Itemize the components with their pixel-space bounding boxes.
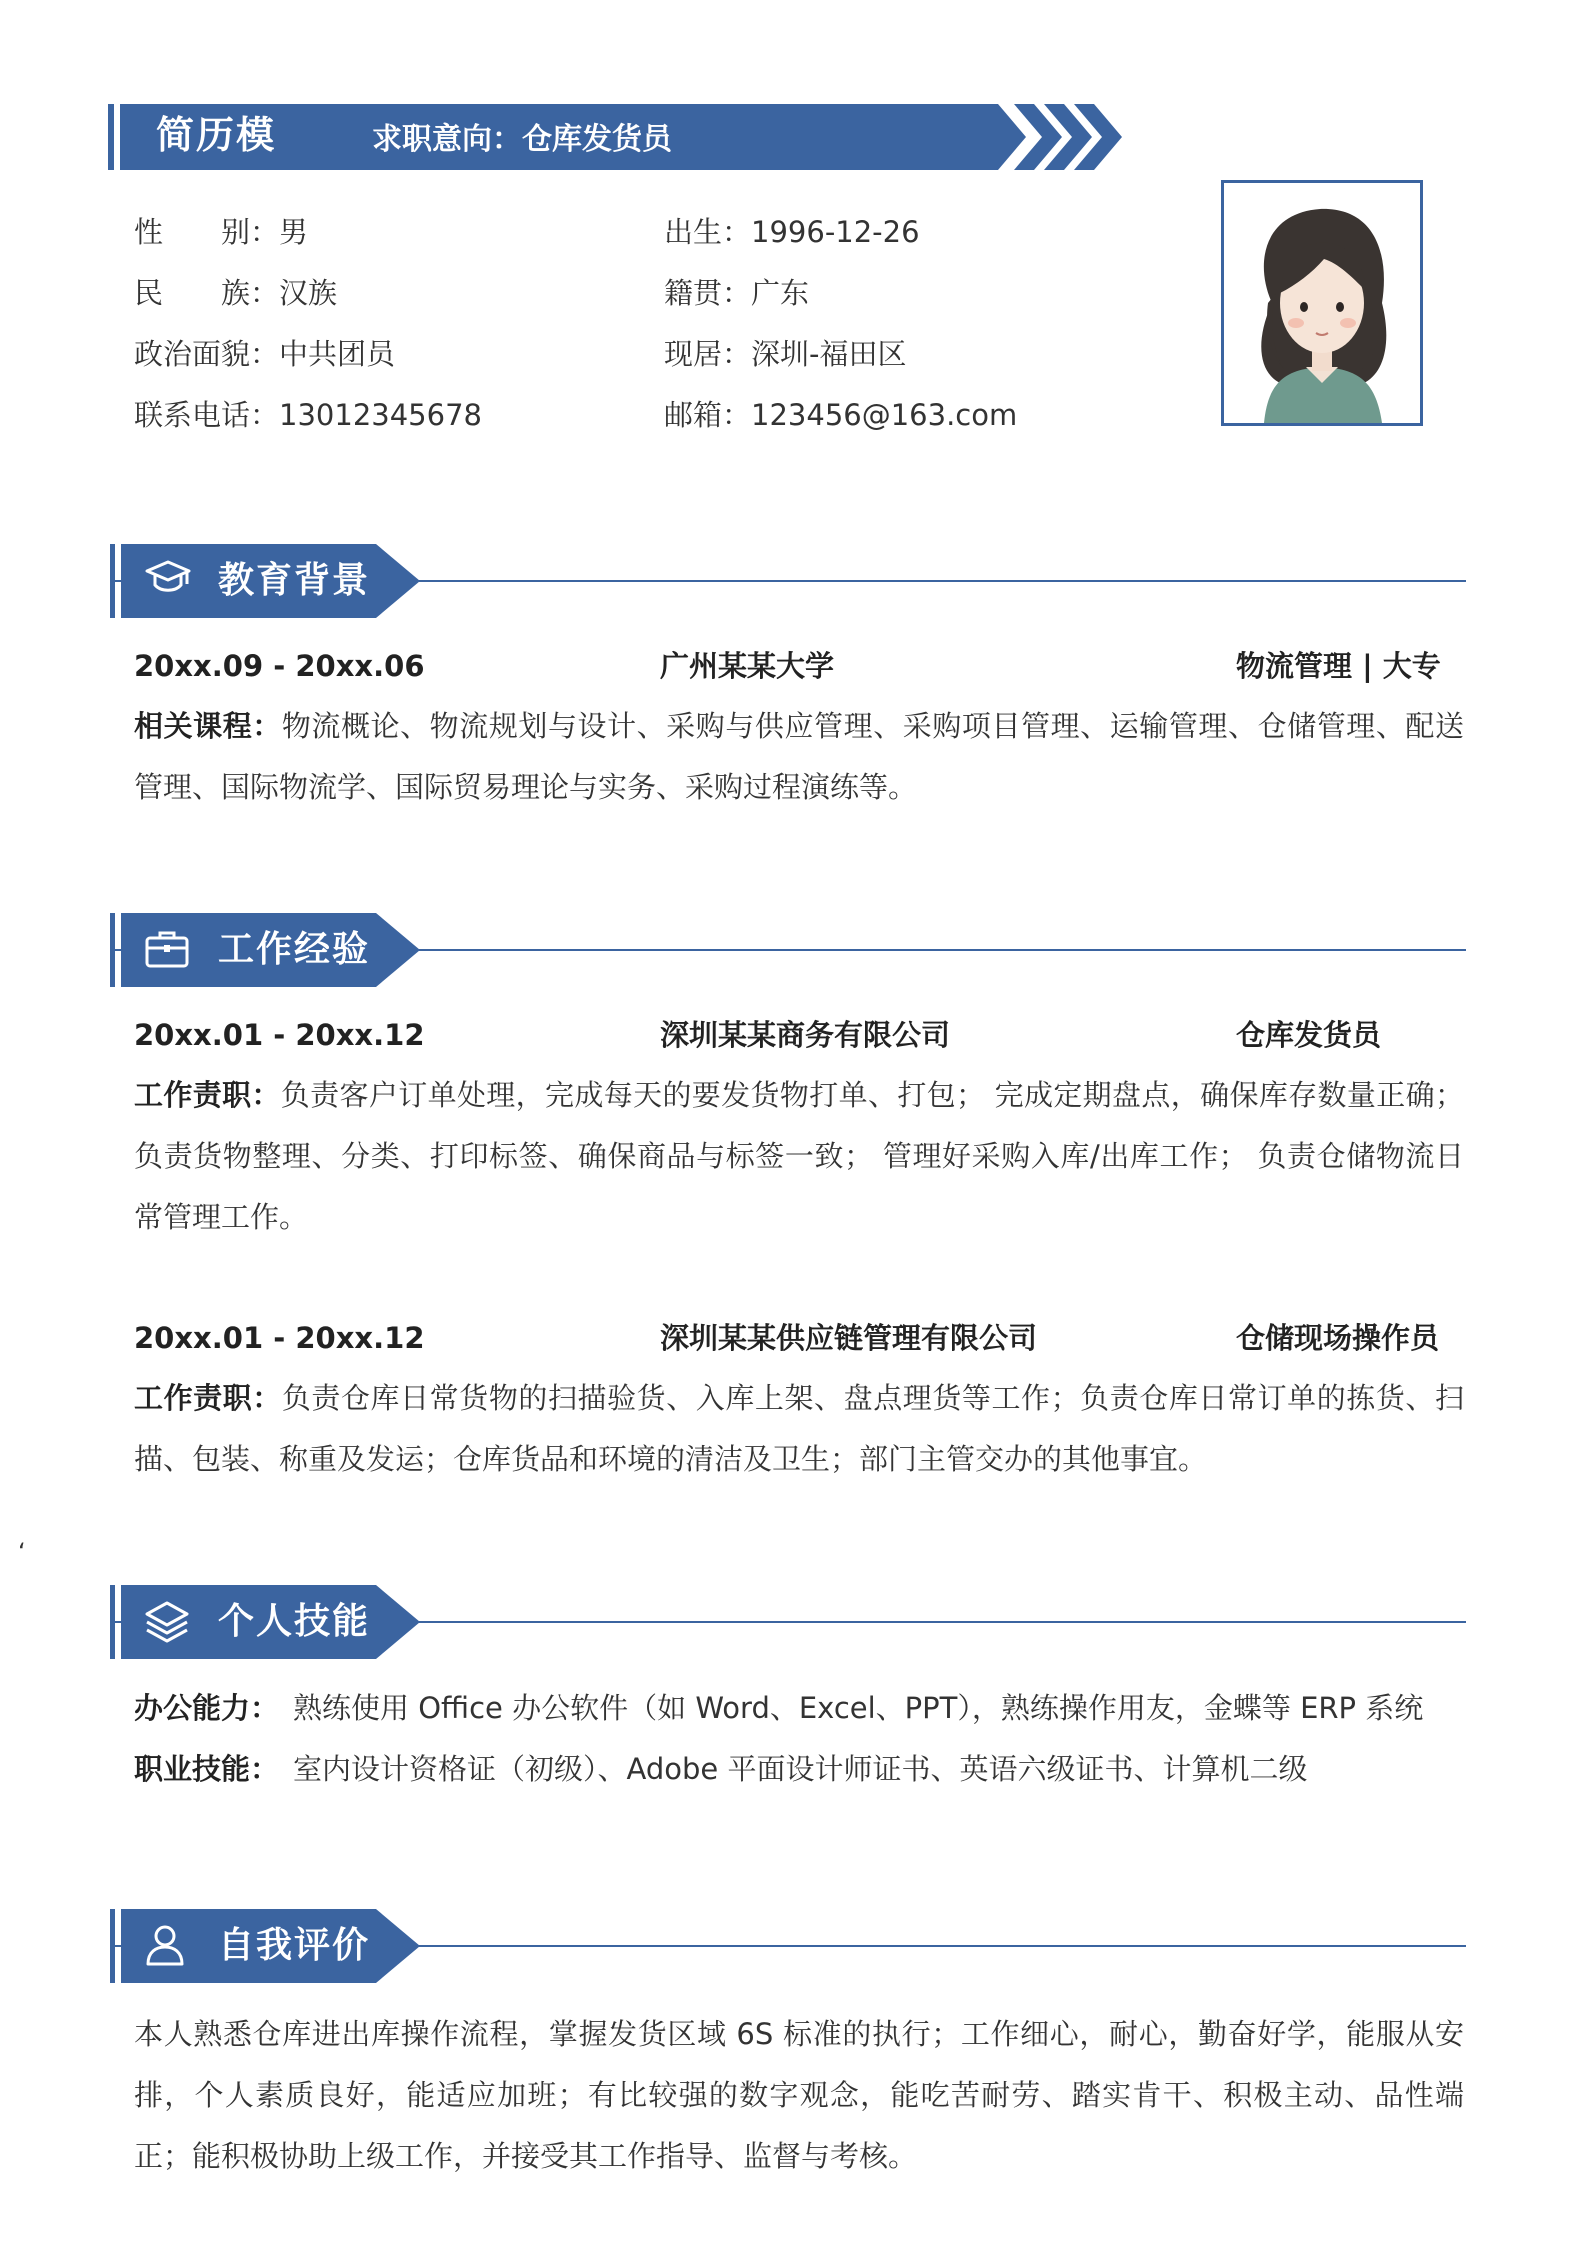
skill-professional bbox=[134, 1749, 1307, 1789]
political-value: 中共团员 bbox=[279, 337, 396, 371]
job1-company: 深圳某某商务有限公司 bbox=[660, 1018, 951, 1052]
info-origin bbox=[664, 273, 809, 313]
job1-duty-text: 负责客户订单处理，完成每天的要发货物打单、打包； 完成定期盘点，确保库存数量正确；负责货物整理、分类、打印标签、确保商品与标签一致； 管理好采购入库/出库工作； 负责仓储物流日常管理工作。 bbox=[134, 1078, 1464, 1234]
info-ethnicity bbox=[134, 273, 337, 313]
residence-label: 现居： bbox=[664, 337, 752, 371]
info-birth bbox=[664, 212, 920, 252]
self-eval-text: 本人熟悉仓库进出库操作流程，掌握发货区域 6S 标准的执行；工作细心，耐心，勤奋好学，能服从安排，个人素质良好，能适应加班；有比较强的数字观念，能吃苦耐劳、踏实肯干、积极主动、品性端正；能积极协助上级工作，并接受其工作指导、监督与考核。 bbox=[134, 2017, 1464, 2173]
user-icon bbox=[140, 1920, 190, 1970]
office-text: 熟练使用 Office 办公软件（如 Word、Excel、PPT），熟练操作用友，金蝶等 ERP 系统 bbox=[293, 1691, 1424, 1725]
prof-text: 室内设计资格证（初级）、Adobe 平面设计师证书、英语六级证书、计算机二级 bbox=[293, 1752, 1308, 1786]
briefcase-icon bbox=[142, 924, 192, 974]
job2-duty bbox=[134, 1368, 1464, 1490]
courses-label: 相关课程： bbox=[134, 709, 282, 743]
job2-period: 20xx.01 - 20xx.12 bbox=[134, 1321, 425, 1355]
residence-value: 深圳-福田区 bbox=[751, 337, 907, 371]
email-label: 邮箱： bbox=[664, 398, 752, 432]
email-value: 123456@163.com bbox=[751, 398, 1018, 432]
phone-label: 联系电话： bbox=[134, 398, 280, 432]
info-email bbox=[664, 395, 1017, 435]
courses-text: 物流概论、物流规划与设计、采购与供应管理、采购项目管理、运输管理、仓储管理、配送管理、国际物流学、国际贸易理论与实务、采购过程演练等。 bbox=[134, 709, 1464, 804]
resume-title: 简历模 bbox=[156, 113, 277, 157]
skill-office bbox=[134, 1688, 1423, 1728]
prof-label: 职业技能： bbox=[134, 1752, 280, 1786]
skills-title: 个人技能 bbox=[218, 1601, 371, 1642]
graduation-cap-icon bbox=[143, 552, 193, 602]
education-major: 物流管理 | 大专 bbox=[1236, 649, 1441, 683]
info-gender bbox=[134, 212, 308, 252]
job1-position: 仓库发货员 bbox=[1236, 1018, 1382, 1052]
education-school: 广州某某大学 bbox=[660, 649, 835, 683]
gender-label: 性 别： bbox=[134, 215, 280, 249]
origin-value: 广东 bbox=[751, 276, 810, 310]
gender-value: 男 bbox=[279, 215, 309, 249]
stray-mark: ‘ bbox=[18, 1538, 26, 1566]
profile-photo bbox=[1221, 180, 1423, 426]
self-title: 自我评价 bbox=[218, 1925, 371, 1966]
education-courses bbox=[134, 696, 1464, 818]
job1-period: 20xx.01 - 20xx.12 bbox=[134, 1018, 425, 1052]
birth-value: 1996-12-26 bbox=[751, 215, 920, 249]
origin-label: 籍贯： bbox=[664, 276, 752, 310]
avatar-illustration bbox=[1224, 183, 1420, 423]
layers-icon bbox=[142, 1597, 192, 1647]
job2-company: 深圳某某供应链管理有限公司 bbox=[660, 1321, 1038, 1355]
political-label: 政治面貌： bbox=[134, 337, 280, 371]
info-phone bbox=[134, 395, 482, 435]
office-label: 办公能力： bbox=[134, 1691, 280, 1725]
education-period: 20xx.09 - 20xx.06 bbox=[134, 649, 425, 683]
info-political bbox=[134, 334, 395, 374]
job-intent: 求职意向：仓库发货员 bbox=[372, 122, 672, 157]
job2-duty-text: 负责仓库日常货物的扫描验货、入库上架、盘点理货等工作；负责仓库日常订单的拣货、扫描、包装、称重及发运；仓库货品和环境的清洁及卫生；部门主管交办的其他事宜。 bbox=[134, 1381, 1464, 1476]
work-title: 工作经验 bbox=[218, 929, 371, 970]
job2-position: 仓储现场操作员 bbox=[1236, 1321, 1440, 1355]
info-residence bbox=[664, 334, 906, 374]
job2-duty-label: 工作责职： bbox=[134, 1381, 282, 1415]
ethnicity-value: 汉族 bbox=[279, 276, 338, 310]
ethnicity-label: 民 族： bbox=[134, 276, 280, 310]
job1-duty-label: 工作责职： bbox=[134, 1078, 281, 1112]
phone-value: 13012345678 bbox=[279, 398, 482, 432]
job1-duty bbox=[134, 1065, 1464, 1248]
education-title: 教育背景 bbox=[218, 560, 371, 601]
birth-label: 出生： bbox=[664, 215, 752, 249]
